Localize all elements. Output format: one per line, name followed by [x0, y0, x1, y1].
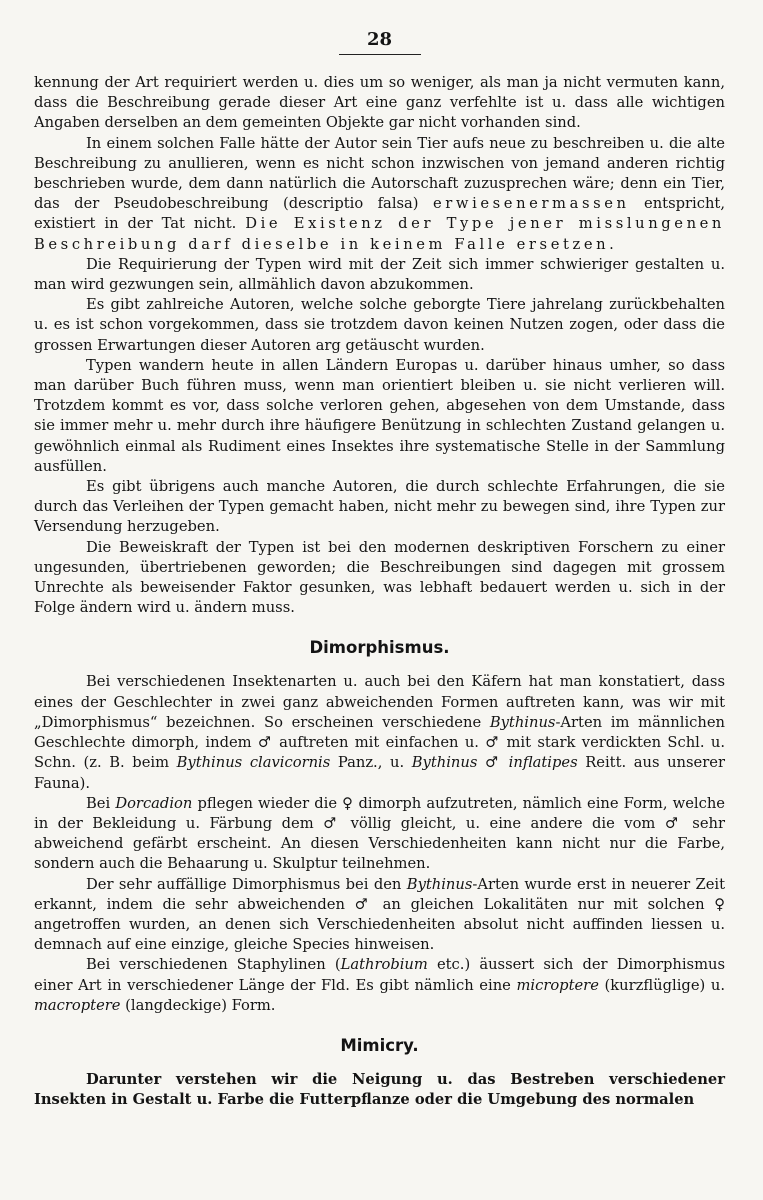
paragraph: Typen wandern heute in allen Ländern Europas u. darüber hinaus umher, so dass man darüber Buch führen muss, wenn man orientiert bleiben u. sie nicht verlieren will. Trotzdem kommt es vor, dass solche verloren gehen, abgesehen von dem Umstande, dass sie immer mehr u. mehr durch ihre häufigere Benützung in schlechten Zustand gelangen u. gewöhnlich einmal als Rudiment eines Insektes ihre systematische Stelle in der Sammlung ausfüllen. — [34, 356, 725, 475]
paragraph: Der sehr auffällige Dimorphismus bei den Bythinus-Arten wurde erst in neuerer Zeit erkannt, indem die sehr abweichenden ♂ an gleichen Lokalitäten nur mit solchen ♀ angetroffen wurden, an denen sich Verschiedenheiten absolut nicht auffinden liessen u. demnach auf eine einzige, gleiche Species hinweisen. — [34, 875, 725, 954]
paragraph: Die Requirierung der Typen wird mit der Zeit sich immer schwieriger gestalten u. man wird gezwungen sein, allmählich davon abzukommen. — [34, 255, 725, 294]
section-heading-mimicry: Mimicry. — [340, 1035, 419, 1055]
paragraph: In einem solchen Falle hätte der Autor sein Tier aufs neue zu beschreiben u. die alte Beschreibung zu anullieren, wenn es nicht schon inzwischen von jemand anderen richtig beschrieben wurde, dem dann natürlich die Autorschaft zuzusprechen wäre; denn ein Tier, das der Pseudobeschreibung (descriptio falsa) erwiesenermassen entspricht, existiert in der Tat nicht. Die Existenz der Type jener misslungenen Beschreibung darf dieselbe in keinem Falle ersetzen. — [34, 134, 725, 253]
paragraph: Bei verschiedenen Insektenarten u. auch bei den Käfern hat man konstatiert, dass eines der Geschlechter in zwei ganz abweichenden Formen auftreten kann, was wir mit „Dimorphismus“ bezeichnen. So erscheinen verschiedene Bythinus-Arten im männlichen Geschlechte dimorph, indem ♂ auftreten mit einfachen u. ♂ mit stark verdickten Schl. u. Schn. (z. B. beim Bythinus clavicornis Panz., u. Bythinus ♂ inflatipes Reitt. aus unserer Fauna). — [34, 673, 725, 792]
paragraph: kennung der Art requiriert werden u. dies um so weniger, als man ja nicht vermuten kann, dass die Beschreibung gerade dieser Art eine ganz verfehlte ist u. dass alle wichtigen Angaben derselben an dem gemeinten Objekte gar nicht vorhanden sind. — [34, 74, 725, 132]
paragraph: Die Beweiskraft der Typen ist bei den modernen deskriptiven Forschern zu einer ungesunden, übertriebenen geworden; die Beschreibungen sind dagegen mit grossem Unrechte als beweisender Faktor gesunken, was lebhaft bedauert werden u. sich in der Folge ändern wird u. ändern muss. — [34, 538, 725, 617]
paragraph: Es gibt zahlreiche Autoren, welche solche geborgte Tiere jahrelang zurückbehalten u. es ist schon vorgekommen, dass sie trotzdem davon keinen Nutzen zogen, oder dass die grossen Erwartungen dieser Autoren arg getäuscht wurden. — [34, 296, 725, 354]
header-rule — [339, 54, 421, 55]
paragraph: Es gibt übrigens auch manche Autoren, die durch schlechte Erfahrungen, die sie durch das Verleihen der Typen gemacht haben, nicht mehr zu bewegen sind, ihre Typen zur Versendung herzugeben. — [34, 478, 725, 536]
paragraph: Bei verschiedenen Staphylinen (Lathrobium etc.) äussert sich der Dimorphismus einer Art in verschiedener Länge der Fld. Es gibt nämlich eine microptere (kurzflüglige) u. macroptere (langdeckige) Form. — [34, 956, 725, 1014]
section-heading-dimorphismus: Dimorphismus. — [309, 638, 450, 658]
paragraph: Bei Dorcadion pflegen wieder die ♀ dimorph aufzutreten, nämlich eine Form, welche in der Bekleidung u. Färbung dem ♂ völlig gleicht, u. eine andere die vom ♂ sehr abweichend gefärbt erscheint. An diesen Verschiedenheiten kann nicht nur die Farbe, sondern auch die Behaarung u. Skulptur teilnehmen. — [34, 794, 725, 873]
page-number: 28 — [366, 29, 393, 50]
paragraph: Darunter verstehen wir die Neigung u. das Bestreben verschiedener Insekten in Gestalt u. Farbe die Futterpflanze oder die Umgebung des normalen — [34, 1070, 725, 1109]
